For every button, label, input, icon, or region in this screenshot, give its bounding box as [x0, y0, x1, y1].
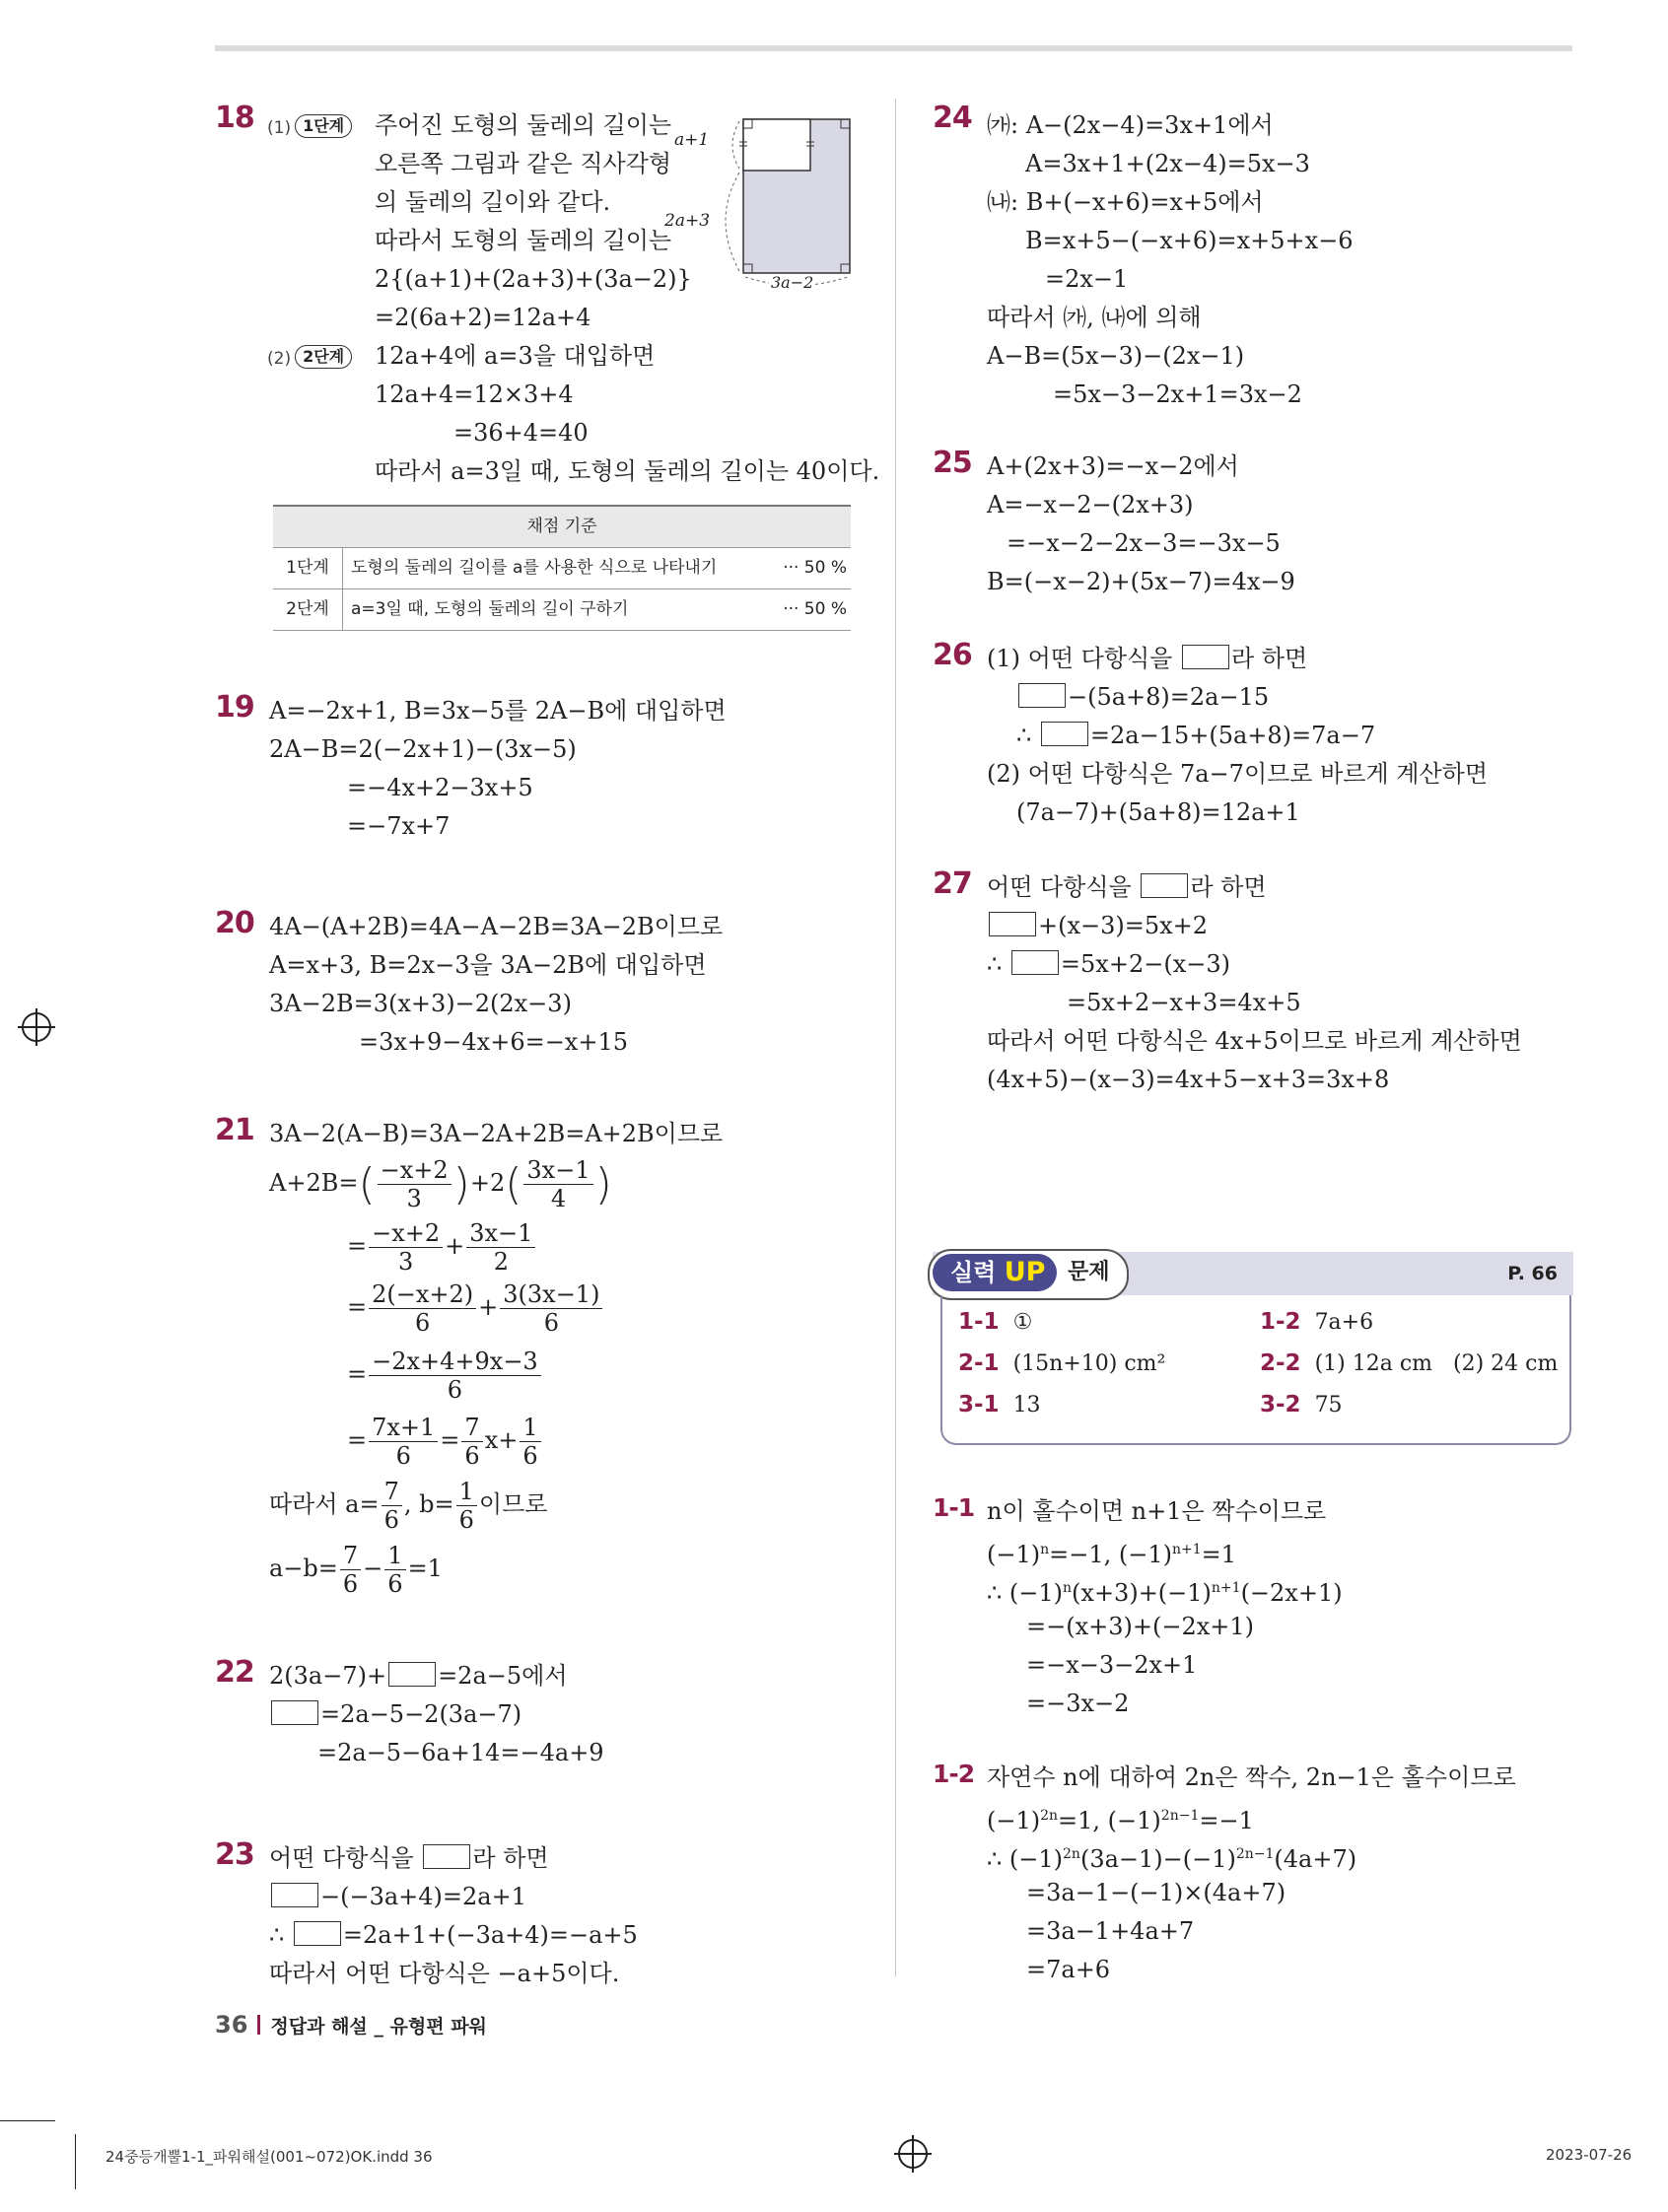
math-line: B=x+5−(−x+6)=x+5+x−6 — [1025, 227, 1354, 254]
text-line: 오른쪽 그림과 같은 직사각형 — [375, 150, 672, 177]
math-line: ∴ =2a+1+(−3a+4)=−a+5 — [269, 1921, 638, 1949]
math-line: ㈎: A−(2x−4)=3x+1에서 — [987, 111, 1274, 139]
text-line: (2) 어떤 다항식은 7a−7이므로 바르게 계산하면 — [987, 760, 1489, 788]
math-line: 3A−2B=3(x+3)−2(2x−3) — [269, 990, 572, 1017]
step-2-badge: 2단계 — [295, 345, 352, 369]
blank-box — [423, 1844, 470, 1869]
problem-number: 19 — [215, 690, 254, 725]
fraction: $\frac{-x+2}{3}$ — [369, 1219, 443, 1276]
math-line: =2a−5−2(3a−7) — [269, 1695, 521, 1734]
math-line: =36+4=40 — [453, 419, 589, 447]
math-line: =5x−3−2x+1=3x−2 — [1053, 380, 1302, 408]
math-line: =−x−3−2x+1 — [1026, 1651, 1198, 1679]
math-line: −(−3a+4)=2a+1 — [269, 1878, 526, 1916]
registration-mark — [22, 1012, 51, 1042]
math-line: A=x+3, B=2x−3을 3A−2B에 대입하면 — [269, 951, 707, 979]
math-line: ∴ $(-1)^{2n}(3a-1)-(-1)^{2n-1}(4a+7)$ — [987, 1845, 1357, 1873]
math-line: A+2B=( $\frac{-x+2}{3}$ )+2( $\frac{3x-1}{4}$ ) — [269, 1156, 612, 1212]
fraction: $\frac{7}{6}$ — [461, 1414, 482, 1470]
answer-item: 3-2 75 — [1260, 1392, 1343, 1417]
table-cell: ··· 50 % — [772, 589, 851, 631]
math-line: (7a−7)+(5a+8)=12a+1 — [1016, 798, 1300, 826]
math-line: =2(6a+2)=12a+4 — [375, 304, 591, 331]
text-line: n이 홀수이면 n+1은 짝수이므로 — [987, 1497, 1327, 1525]
math-line: 4A−(A+2B)=4A−A−2B=3A−2B이므로 — [269, 913, 724, 940]
table-cell: 도형의 둘레의 길이를 a를 사용한 식으로 나타내기 — [343, 548, 773, 589]
math-line: ∴ =5x+2−(x−3) — [987, 950, 1230, 978]
grading-table — [273, 505, 851, 631]
text-line: 의 둘레의 길이와 같다. — [375, 188, 611, 216]
answer-item: 1-1 ① — [958, 1309, 1033, 1335]
math-line: ㈏: B+(−x+6)=x+5에서 — [987, 188, 1264, 216]
problem-number: 1-2 — [933, 1760, 975, 1788]
math-line: = $\frac{-2x+4+9x-3}{6}$ — [347, 1348, 543, 1404]
blank-box — [294, 1921, 341, 1946]
fraction: $\frac{7x+1}{6}$ — [369, 1414, 438, 1470]
answer-item: 2-1 (15n+10) cm² — [958, 1350, 1166, 1376]
label-a-plus-1: a+1 — [674, 130, 710, 150]
table-cell: 1단계 — [273, 548, 343, 589]
math-line: =2x−1 — [1045, 265, 1129, 293]
fraction: $\frac{1}{6}$ — [520, 1414, 540, 1470]
math-line: = $\frac{7x+1}{6}$ = $\frac{7}{6}$ x+ $\frac{1}{6}$ — [347, 1414, 543, 1470]
fraction: $\frac{-2x+4+9x-3}{6}$ — [369, 1348, 541, 1404]
table-row — [273, 589, 851, 631]
slug-filename: 24중등개뿔1-1_파워해설(001~072)OK.indd 36 — [105, 2148, 433, 2166]
math-line: 12a+4=12×3+4 — [375, 380, 574, 408]
answer-item: 3-1 13 — [958, 1392, 1041, 1417]
math-line: 2{(a+1)+(2a+3)+(3a−2)} — [375, 265, 692, 293]
text-line: 따라서 a=3일 때, 도형의 둘레의 길이는 40이다. — [375, 457, 880, 485]
blank-box — [989, 912, 1036, 936]
slug-date: 2023-07-26 — [1546, 2146, 1633, 2164]
math-line: −(5a+8)=2a−15 — [1016, 678, 1269, 717]
blank-box — [1018, 683, 1066, 708]
label-2a-plus-3: 2a+3 — [664, 211, 711, 231]
math-line: $(-1)^n=-1$, $(-1)^{n+1}=1$ — [987, 1541, 1237, 1568]
blank-box — [1182, 645, 1229, 669]
math-line: A=3x+1+(2x−4)=5x−3 — [1025, 150, 1310, 177]
problem-number: 22 — [215, 1655, 254, 1690]
math-line: (4x+5)−(x−3)=4x+5−x+3=3x+8 — [987, 1066, 1390, 1093]
math-line: a−b= $\frac{7}{6}$ − $\frac{1}{6}$ =1 — [269, 1542, 443, 1598]
answer-grid — [940, 1295, 1571, 1445]
table-cell: 2단계 — [273, 589, 343, 631]
text-line: 어떤 다항식을 라 하면 — [987, 873, 1267, 901]
step-2-line: (2) 2단계 — [267, 337, 352, 379]
text-line: 주어진 도형의 둘레의 길이는 — [375, 111, 672, 139]
math-line: =−3x−2 — [1026, 1690, 1130, 1717]
blank-box — [388, 1662, 436, 1687]
math-line: +(x−3)=5x+2 — [987, 907, 1208, 945]
math-line: A−B=(5x−3)−(2x−1) — [987, 342, 1245, 370]
page-reference: P. 66 — [1507, 1263, 1558, 1284]
math-line: 3A−2(A−B)=3A−2A+2B=A+2B이므로 — [269, 1120, 724, 1147]
skill-up-answer-box — [933, 1252, 1573, 1457]
math-line: = $\frac{-x+2}{3}$ + $\frac{3x-1}{2}$ — [347, 1219, 537, 1276]
fraction: $\frac{3x-1}{2}$ — [466, 1219, 535, 1276]
math-line: =−x−2−2x−3=−3x−5 — [1007, 529, 1281, 557]
text-line: 따라서 어떤 다항식은 4x+5이므로 바르게 계산하면 — [987, 1027, 1522, 1055]
text-line: 따라서 a= $\frac{7}{6}$ , b= $\frac{1}{6}$ 이므로 — [269, 1478, 548, 1534]
text-line: 어떤 다항식을 라 하면 — [269, 1844, 549, 1872]
fraction: $\frac{7}{6}$ — [340, 1542, 361, 1598]
math-line: =3a−1+4a+7 — [1026, 1917, 1195, 1945]
problem-number: 18 — [215, 101, 254, 135]
math-line: =5x+2−x+3=4x+5 — [1067, 989, 1301, 1016]
math-line: 2(3a−7)+ =2a−5에서 — [269, 1662, 568, 1690]
blank-box — [1041, 722, 1088, 746]
fraction: $\frac{3(3x-1)}{6}$ — [500, 1280, 602, 1337]
math-line: $(-1)^{2n}=1$, $(-1)^{2n-1}=-1$ — [987, 1807, 1254, 1834]
fraction: $\frac{2(-x+2)}{6}$ — [369, 1280, 476, 1337]
math-line: =2a−5−6a+14=−4a+9 — [317, 1739, 604, 1766]
fraction: $\frac{7}{6}$ — [382, 1478, 402, 1534]
fraction: $\frac{1}{6}$ — [384, 1542, 405, 1598]
page-number: 36 — [215, 2011, 248, 2039]
problem-number: 26 — [933, 638, 972, 672]
step-1-badge: 1단계 — [295, 114, 352, 138]
math-line: =7a+6 — [1026, 1956, 1111, 1983]
page-footer — [215, 2011, 487, 2039]
rectangle-figure — [664, 106, 877, 292]
fraction: $\frac{-x+2}{3}$ — [378, 1156, 452, 1212]
step-1-line: (1) 1단계 — [267, 106, 352, 148]
blank-box — [1141, 873, 1188, 898]
math-line: A+(2x+3)=−x−2에서 — [987, 452, 1239, 480]
table-header: 채점 기준 — [273, 506, 851, 548]
math-line: A=−x−2−(2x+3) — [987, 491, 1194, 518]
problem-number: 24 — [933, 101, 972, 135]
fraction: $\frac{1}{6}$ — [456, 1478, 477, 1534]
problem-number: 25 — [933, 446, 972, 480]
table-cell: a=3일 때, 도형의 둘레의 길이 구하기 — [343, 589, 773, 631]
top-rule — [215, 45, 1572, 51]
answer-item: 1-2 7a+6 — [1260, 1309, 1374, 1335]
text-line: 따라서 ㈎, ㈏에 의해 — [987, 304, 1202, 331]
math-line: =−4x+2−3x+5 — [347, 774, 533, 801]
text-line: 12a+4에 a=3을 대입하면 — [375, 342, 656, 370]
answer-item: 2-2 (1) 12a cm (2) 24 cm — [1260, 1350, 1559, 1376]
math-line: =3x+9−4x+6=−x+15 — [359, 1028, 628, 1056]
column-divider — [895, 99, 896, 1976]
blank-box — [271, 1700, 318, 1725]
problem-number: 20 — [215, 906, 254, 940]
math-line: = $\frac{2(-x+2)}{6}$ + $\frac{3(3x-1)}{6}$ — [347, 1280, 604, 1337]
table-cell: ··· 50 % — [772, 548, 851, 589]
problem-number: 23 — [215, 1837, 254, 1872]
math-line: ∴ =2a−15+(5a+8)=7a−7 — [1016, 722, 1376, 749]
crop-mark — [75, 2134, 76, 2189]
text-line: (1) 어떤 다항식을 라 하면 — [987, 645, 1308, 672]
math-line: 2A−B=2(−2x+1)−(3x−5) — [269, 735, 577, 763]
math-line: =3a−1−(−1)×(4a+7) — [1026, 1879, 1286, 1906]
table-row — [273, 548, 851, 589]
registration-mark — [898, 2139, 928, 2169]
footer-title: 정답과 해설 _ 유형편 파워 — [270, 2016, 487, 2038]
math-line: ∴ $(-1)^n(x+3)+(-1)^{n+1}(-2x+1)$ — [987, 1579, 1343, 1607]
text-line: 따라서 어떤 다항식은 −a+5이다. — [269, 1960, 620, 1987]
blank-box — [271, 1883, 318, 1907]
crop-mark — [0, 2120, 55, 2121]
math-line: =−(x+3)+(−2x+1) — [1026, 1613, 1254, 1640]
blank-box — [1011, 950, 1059, 975]
math-line: A=−2x+1, B=3x−5를 2A−B에 대입하면 — [269, 697, 727, 725]
text-line: 자연수 n에 대하여 2n은 짝수, 2n−1은 홀수이므로 — [987, 1763, 1516, 1791]
math-line: =−7x+7 — [347, 812, 451, 840]
problem-number: 21 — [215, 1113, 254, 1147]
text-line: 따라서 도형의 둘레의 길이는 — [375, 227, 672, 254]
skill-up-title: 실력 UP 문제 — [928, 1249, 1129, 1300]
problem-number: 1-1 — [933, 1493, 975, 1522]
math-line: B=(−x−2)+(5x−7)=4x−9 — [987, 568, 1295, 595]
problem-number: 27 — [933, 866, 972, 901]
fraction: $\frac{3x-1}{4}$ — [523, 1156, 592, 1212]
label-3a-minus-2: 3a−2 — [771, 273, 814, 292]
